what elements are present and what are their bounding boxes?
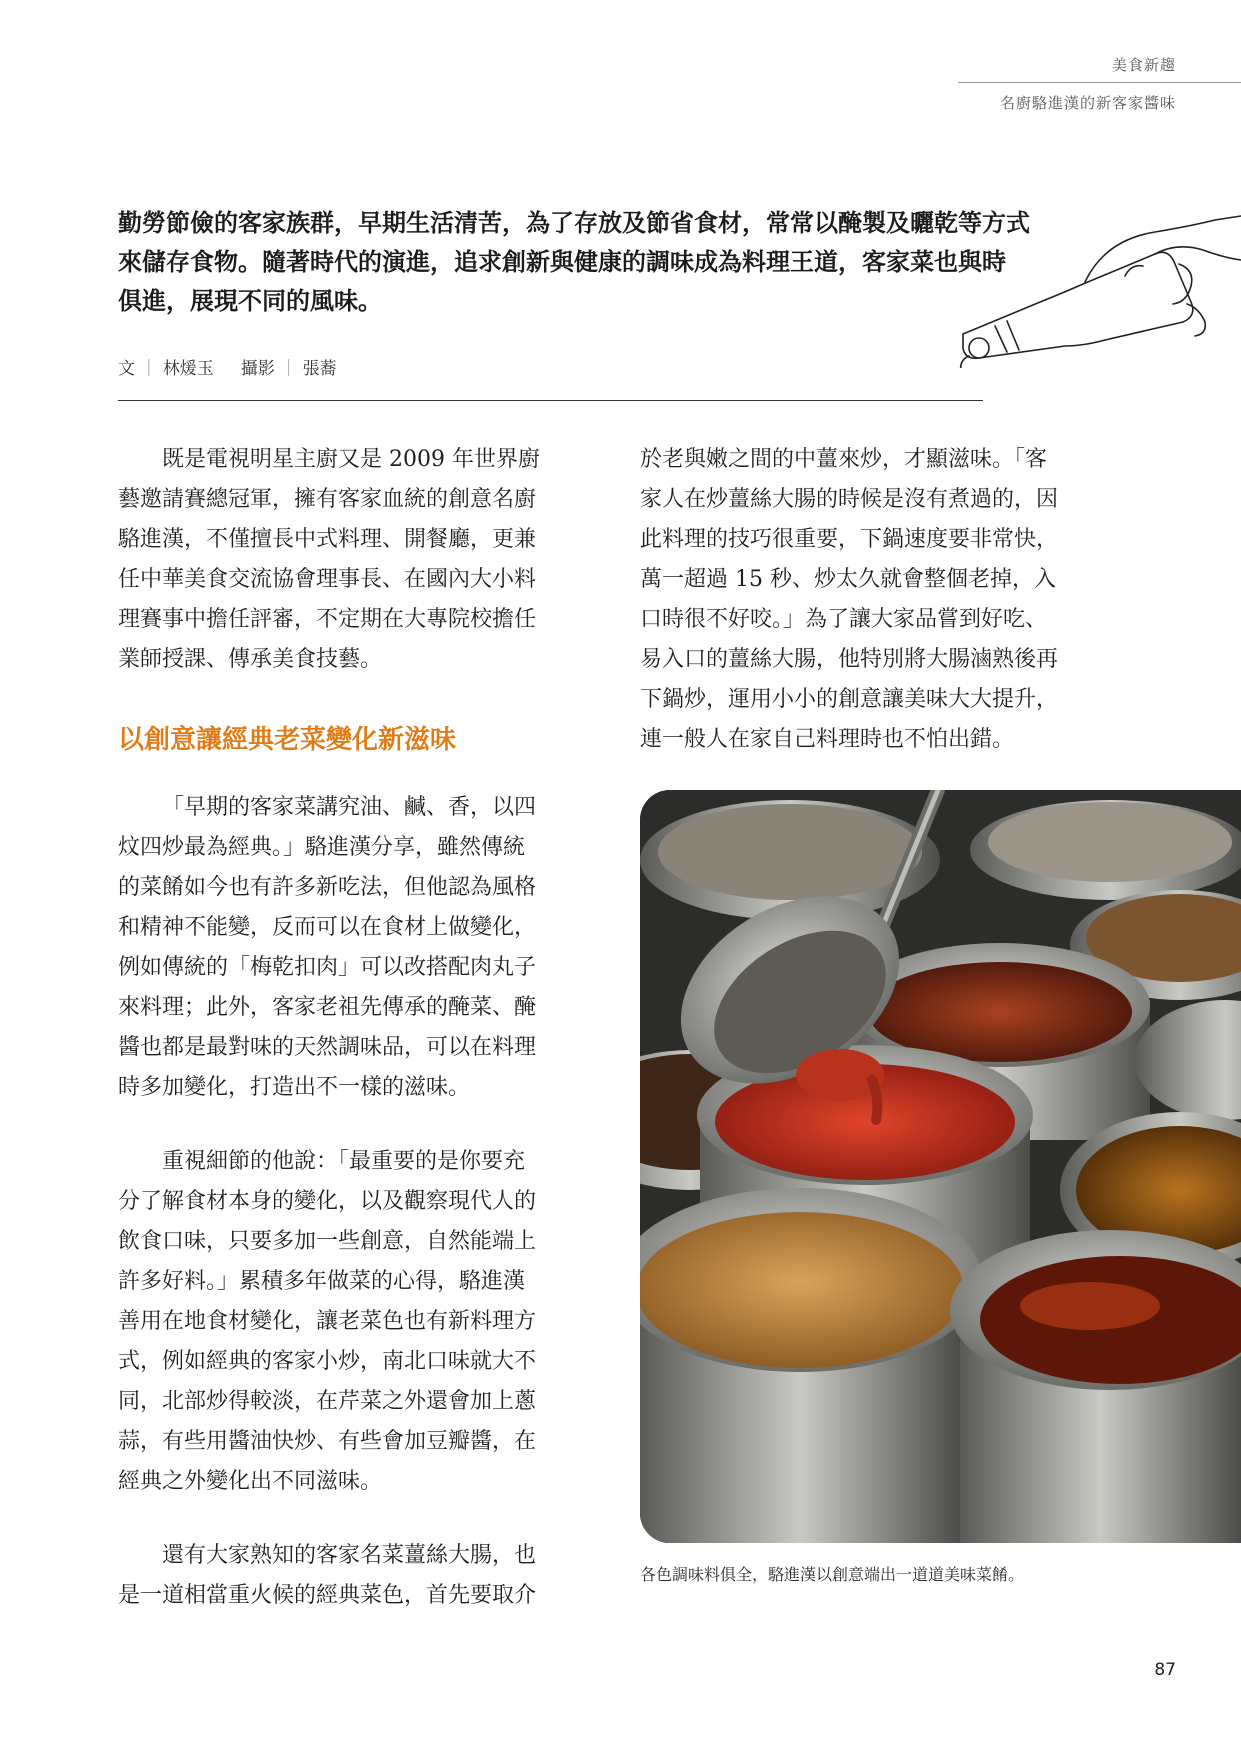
byline-divider — [118, 400, 983, 401]
text-line: 蒜，有些用醬油快炒、有些會加豆瓣醬，在 — [118, 1429, 537, 1454]
text-line: 式，例如經典的客家小炒，南北口味就大不 — [118, 1349, 537, 1374]
text-line: 藝邀請賽總冠軍，擁有客家血統的創意名廚 — [118, 487, 537, 512]
intro-line: 勤勞節儉的客家族群，早期生活清苦，為了存放及節省食材，常常以醃製及曬乾等方式 — [118, 209, 1030, 237]
text-line: 是一道相當重火候的經典菜色，首先要取介 — [118, 1583, 537, 1608]
text-line: 理賽事中擔任評審，不定期在大專院校擔任 — [118, 607, 537, 632]
text-line: 經典之外變化出不同滋味。 — [118, 1469, 383, 1494]
header-divider — [958, 82, 1241, 83]
text-line: 醬也都是最對味的天然調味品，可以在料理 — [118, 1035, 537, 1060]
text-line: 業師授課、傳承美食技藝。 — [118, 647, 383, 672]
text-line: 飲食口味，只要多加一些創意，自然能端上 — [118, 1229, 537, 1254]
writer-label: 文 — [118, 359, 135, 379]
text-line: 時多加變化，打造出不一樣的滋味。 — [118, 1075, 471, 1100]
text-line: 分了解食材本身的變化，以及觀察現代人的 — [118, 1189, 537, 1214]
photographer-label: 攝影 — [240, 359, 275, 379]
intro-line: 俱進，展現不同的風味。 — [118, 287, 382, 315]
text-line: 連一般人在家自己料理時也不怕出錯。 — [640, 727, 1015, 752]
text-line: 易入口的薑絲大腸，他特別將大腸滷熟後再 — [640, 647, 1059, 672]
text-line: 口時很不好咬。」為了讓大家品嘗到好吃、 — [640, 607, 1048, 632]
text-line: 的菜餚如今也有許多新吃法，但他認為風格 — [118, 875, 537, 900]
text-line: 還有大家熟知的客家名菜薑絲大腸，也 — [162, 1543, 537, 1568]
byline-separator: ｜ — [140, 359, 158, 379]
text-line: 善用在地食材變化，讓老菜色也有新料理方 — [118, 1309, 537, 1334]
text-line: 任中華美食交流協會理事長、在國內大小料 — [118, 567, 537, 592]
byline — [118, 354, 337, 379]
text-line: 和精神不能變，反而可以在食材上做變化， — [118, 915, 537, 940]
sauce-pots-photo — [640, 790, 1241, 1543]
paragraph-intro-chef — [118, 440, 598, 680]
byline-separator: ｜ — [280, 359, 298, 379]
intro-lede — [118, 204, 1098, 321]
writer-name: 林煖玉 — [162, 359, 214, 379]
paragraph-ginger-intestines — [118, 1536, 598, 1616]
text-line: 萬一超過 15 秒、炒太久就會整個老掉，入 — [640, 567, 1056, 592]
text-line: 重視細節的他說：「最重要的是你要充 — [162, 1149, 526, 1174]
paragraph-ginger-technique — [640, 440, 1120, 760]
paragraph-details — [118, 1142, 598, 1502]
right-column — [640, 440, 1120, 760]
running-header-section: 美食新趨 — [1111, 56, 1176, 74]
text-line: 炆四炒最為經典。」駱進漢分享，雖然傳統 — [118, 835, 526, 860]
intro-line: 來儲存食物。隨著時代的演進，追求創新與健康的調味成為料理王道，客家菜也與時 — [118, 248, 1006, 276]
text-line: 下鍋炒，運用小小的創意讓美味大大提升， — [640, 687, 1059, 712]
photo-caption: 各色調味料俱全，駱進漢以創意端出一道道美味菜餚。 — [640, 1565, 1025, 1584]
text-line: 同，北部炒得較淡，在芹菜之外還會加上蔥 — [118, 1389, 537, 1414]
text-line: 例如傳統的「梅乾扣肉」可以改搭配肉丸子 — [118, 955, 537, 980]
text-line: 於老與嫩之間的中薑來炒，才顯滋味。「客 — [640, 447, 1048, 472]
text-line: 「早期的客家菜講究油、鹹、香，以四 — [162, 795, 537, 820]
section-subheading: 以創意讓經典老菜變化新滋味 — [118, 725, 457, 755]
text-line: 家人在炒薑絲大腸的時候是沒有煮過的，因 — [640, 487, 1059, 512]
text-line: 既是電視明星主廚又是 2009 年世界廚 — [162, 447, 540, 472]
paragraph-classic-dishes — [118, 788, 598, 1108]
photographer-name: 張蕎 — [302, 359, 337, 379]
text-line: 許多好料。」累積多年做菜的心得，駱進漢 — [118, 1269, 526, 1294]
text-line: 駱進漢，不僅擅長中式料理、開餐廳，更兼 — [118, 527, 537, 552]
left-column — [118, 440, 598, 1616]
text-line: 來料理；此外，客家老祖先傳承的醃菜、醃 — [118, 995, 537, 1020]
running-header-title: 名廚駱進漢的新客家醬味 — [999, 94, 1176, 112]
page-number: 87 — [1154, 1660, 1176, 1680]
hand-pouring-bottle-illustration — [955, 212, 1241, 368]
text-line: 此料理的技巧很重要，下鍋速度要非常快， — [640, 527, 1059, 552]
